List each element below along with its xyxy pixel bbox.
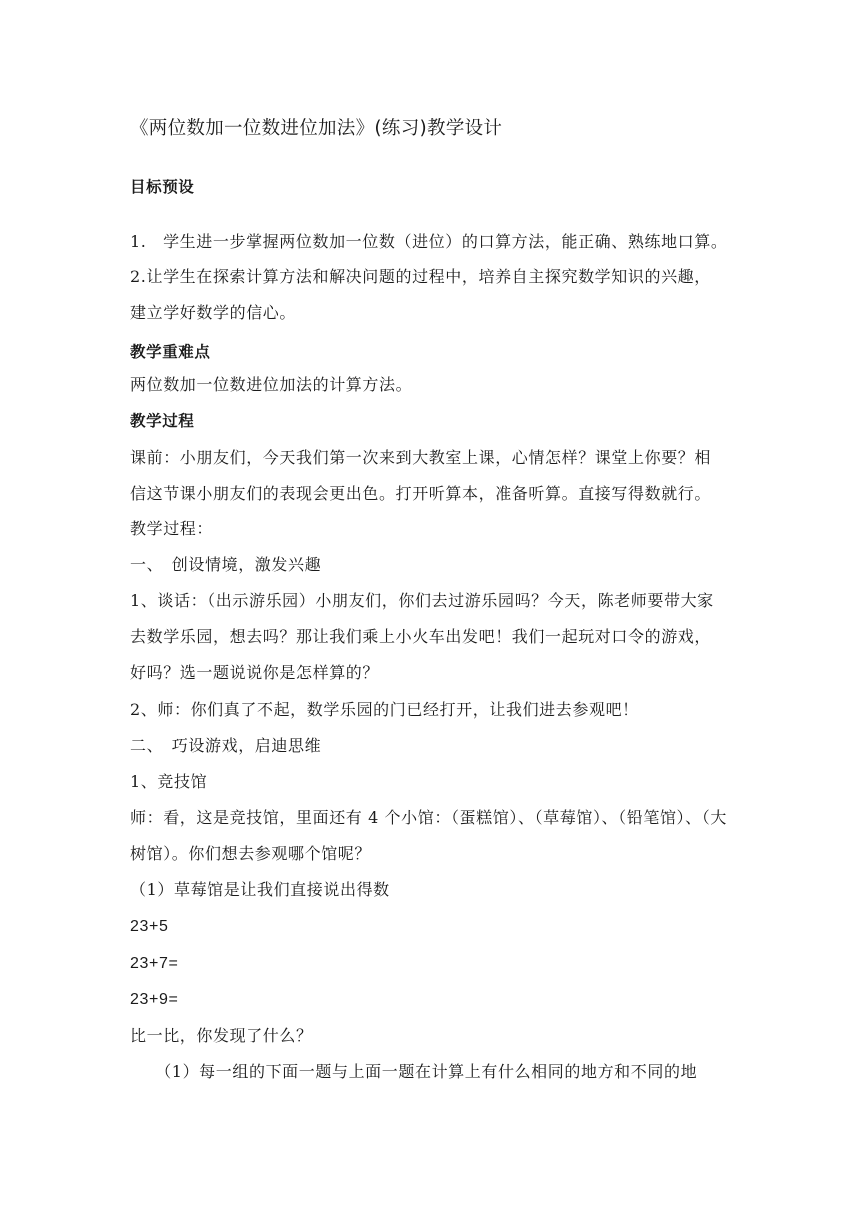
paragraph-line: 课前：小朋友们，今天我们第一次来到大教室上课，心情怎样？课堂上你要？相 xyxy=(130,448,712,467)
equation-line: 23+5 xyxy=(130,918,169,935)
paragraph-line: 1、谈话：（出示游乐园）小朋友们，你们去过游乐园吗？今天，陈老师要带大家 xyxy=(130,591,714,610)
section-heading-goals: 目标预设 xyxy=(130,178,195,196)
paragraph-line: 信这节课小朋友们的表现会更出色。打开听算本，准备听算。直接写得数就行。 xyxy=(130,484,712,503)
subsection-heading: 二、 巧设游戏，启迪思维 xyxy=(130,736,322,755)
paragraph-line: 比一比，你发现了什么？ xyxy=(130,1026,313,1045)
paragraph-line: 师：看，这是竞技馆，里面还有 4 个小馆：（蛋糕馆）、（草莓馆）、（铅笔馆）、（大 xyxy=(130,808,727,827)
paragraph-line: 1. 学生进一步掌握两位数加一位数（进位）的口算方法，能正确、熟练地口算。 xyxy=(130,232,728,251)
paragraph-line: （1）草莓馆是让我们直接说出得数 xyxy=(130,880,390,899)
paragraph-line: 树馆）。你们想去参观哪个馆呢？ xyxy=(130,844,372,863)
equation-line: 23+9= xyxy=(130,991,179,1008)
paragraph-line: 教学过程： xyxy=(130,519,214,538)
document-title: 《两位数加一位数进位加法》(练习)教学设计 xyxy=(130,118,503,139)
section-heading-key-points: 教学重难点 xyxy=(130,343,211,361)
paragraph-line: 1、竞技馆 xyxy=(130,772,208,791)
equation-line: 23+7= xyxy=(130,955,179,972)
paragraph-line: 2.让学生在探索计算方法和解决问题的过程中，培养自主探究数学知识的兴趣， xyxy=(130,267,711,286)
paragraph-line: （1）每一组的下面一题与上面一题在计算上有什么相同的地方和不同的地 xyxy=(130,1062,698,1081)
subsection-heading: 一、 创设情境，激发兴趣 xyxy=(130,555,322,574)
paragraph-line: 去数学乐园，想去吗？那让我们乘上小火车出发吧！我们一起玩对口令的游戏， xyxy=(130,627,712,646)
paragraph-line: 两位数加一位数进位加法的计算方法。 xyxy=(130,375,413,394)
section-heading-process: 教学过程 xyxy=(130,412,195,430)
paragraph-line: 好吗？选一题说说你是怎样算的？ xyxy=(130,663,380,682)
paragraph-line: 建立学好数学的信心。 xyxy=(130,303,297,322)
paragraph-line: 2、师：你们真了不起，数学乐园的门已经打开，让我们进去参观吧！ xyxy=(130,700,639,719)
